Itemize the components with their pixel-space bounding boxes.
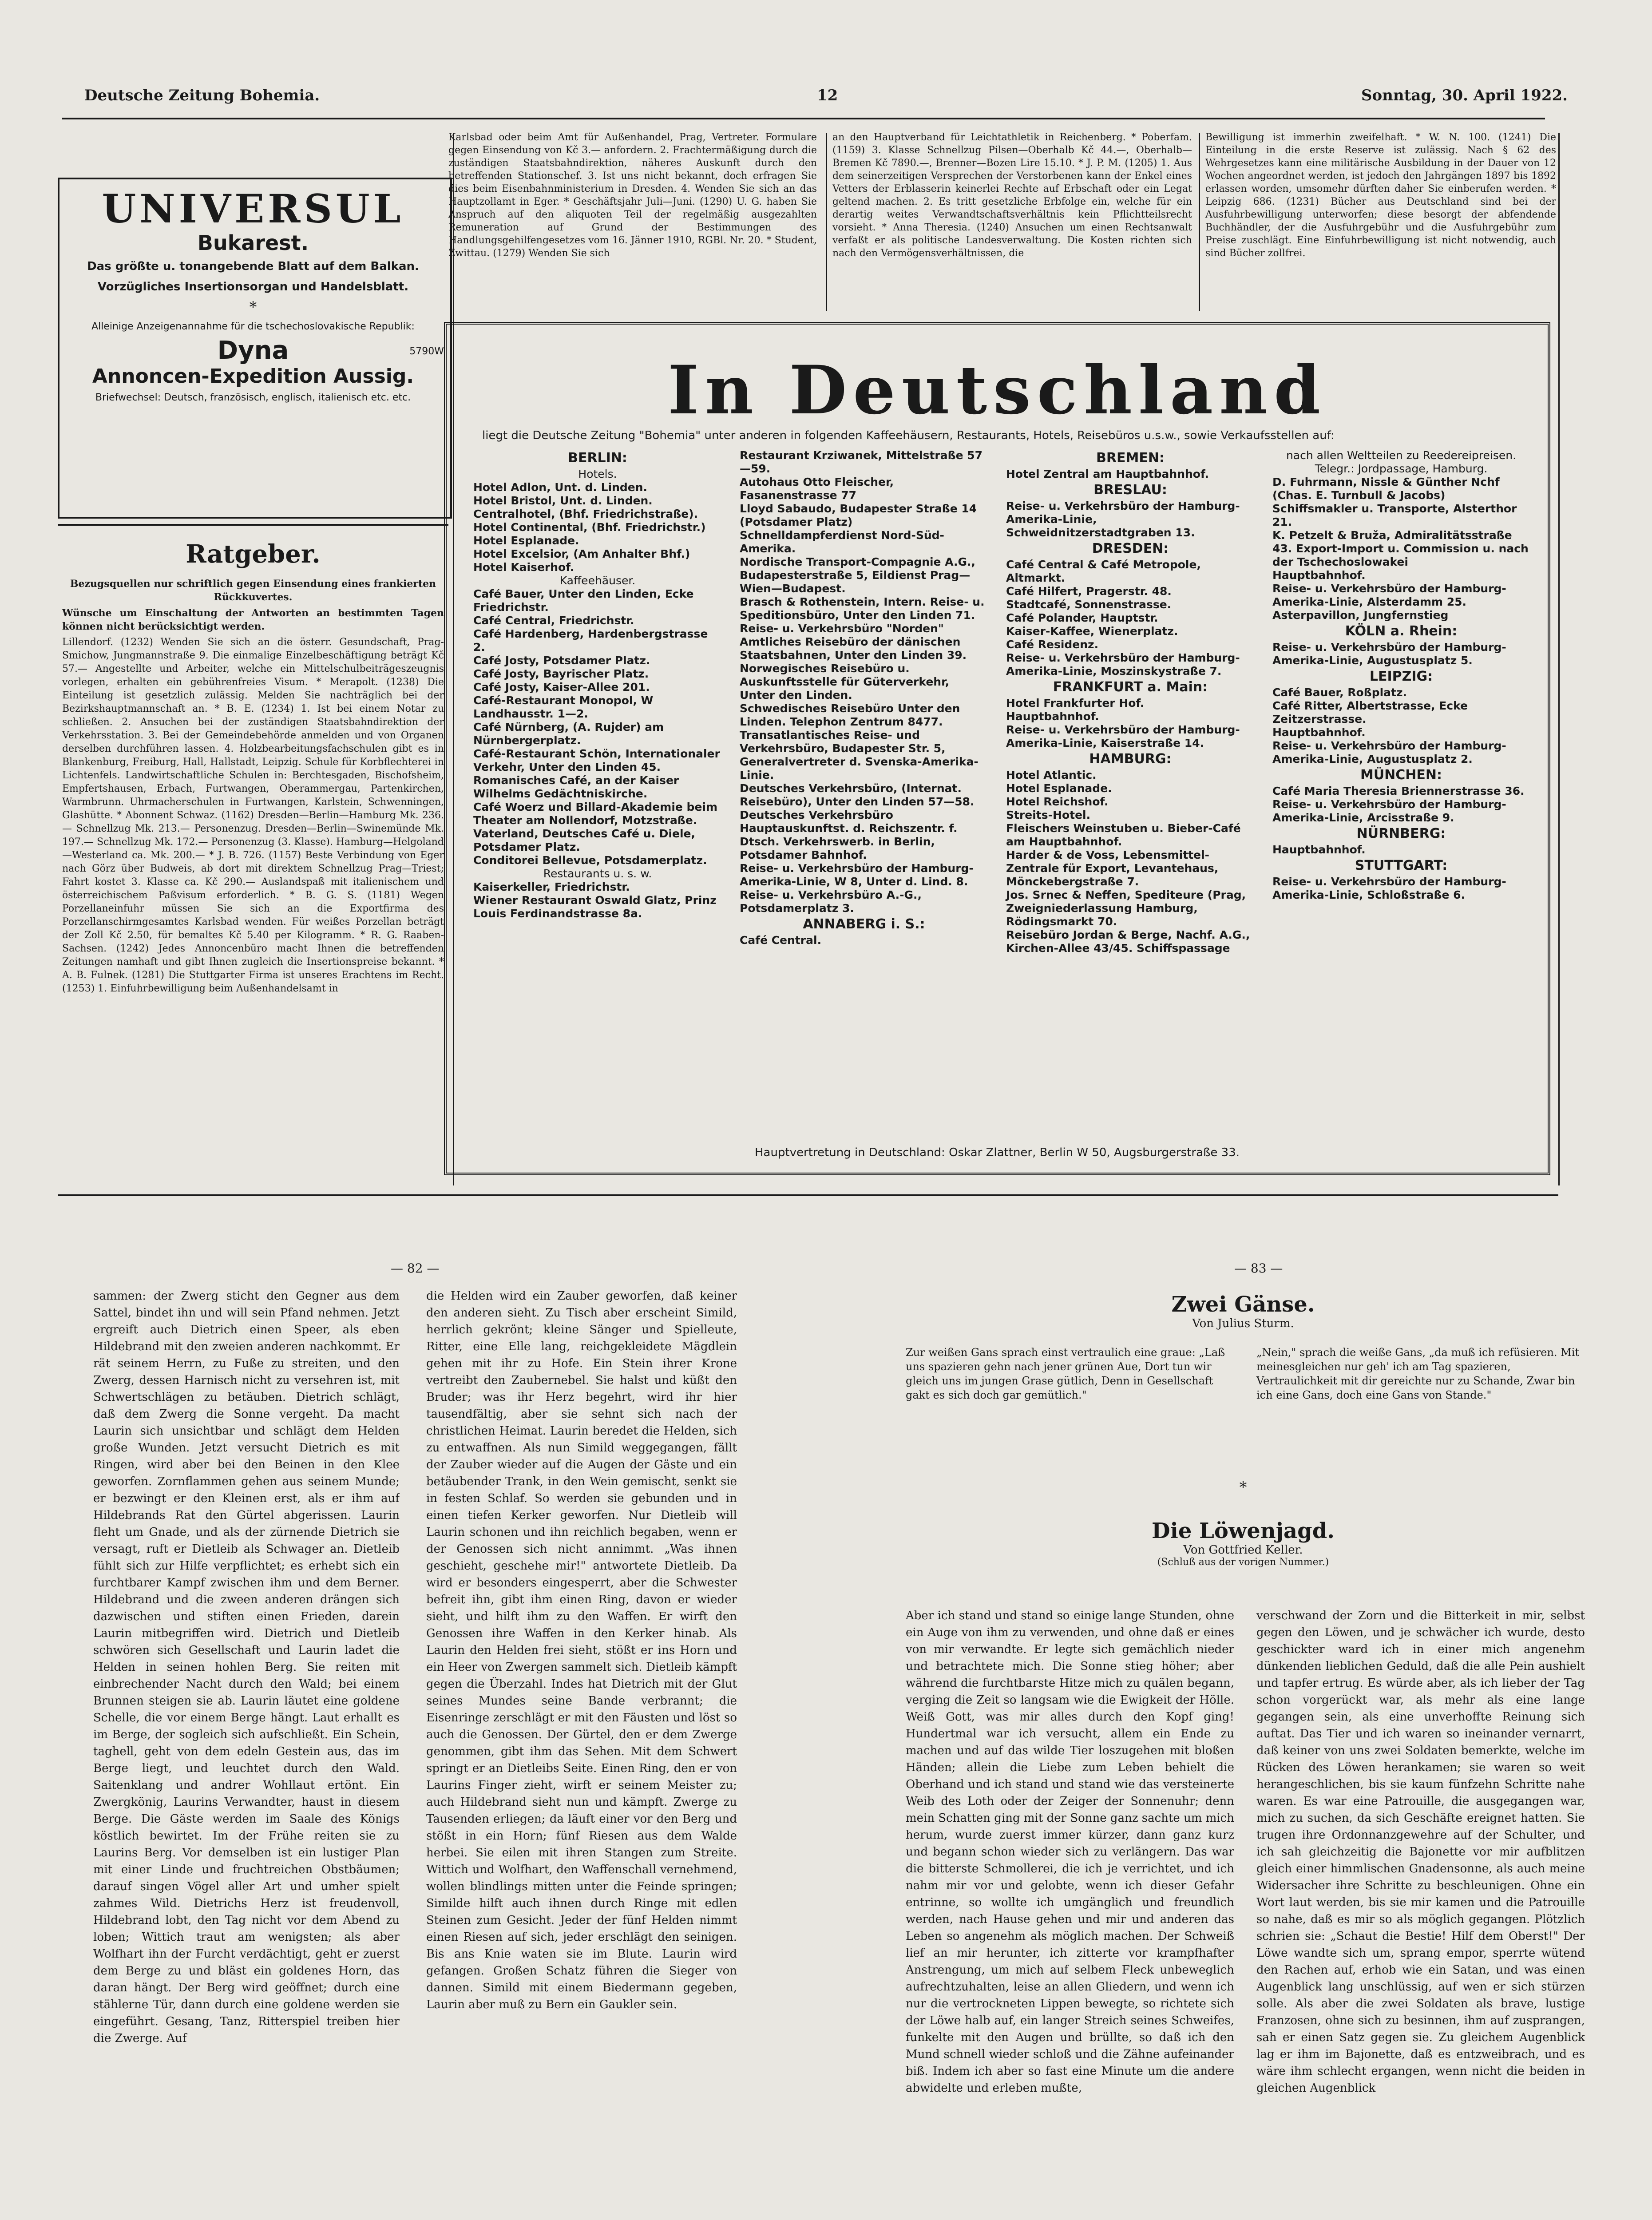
location-entry: Café Hardenberg, Hardenbergstrasse 2. (473, 627, 708, 654)
column-rule (1558, 133, 1560, 1185)
location-entry: Romanisches Café, an der Kaiser Wilhelms Gedächtniskirche. (473, 774, 679, 800)
location-entry: Kaiserkeller, Friedrichstr. (473, 880, 630, 893)
locations-column-3 (1006, 449, 1255, 955)
location-entry: Café Central. (740, 934, 822, 947)
section-rule (58, 1194, 1558, 1196)
answers-column-2 (832, 131, 1192, 313)
location-entry: K. Petzelt & Bruža, Admiralitätsstraße 43. Export-Import u. Commission u. nach der Tschechoslowakei (1272, 529, 1529, 568)
location-entry: D. Fuhrmann, Nissle & Günther Nchf (Chas. E. Turnbull & Jacobs) Schiffsmakler u. Transporte, Alsterthor 21. (1272, 476, 1517, 528)
header-date: Sonntag, 30. April 1922. (1361, 87, 1568, 104)
universul-title: UNIVERSUL (102, 186, 404, 232)
location-entry: Reise- u. Verkehrsbüro "Norden" Amtliches Reisebüro der dänischen Staatsbahnen, Unter den Linden 39. (740, 622, 967, 662)
location-entry: Hotel Esplanade. (473, 534, 579, 547)
ratgeber-intro: Bezugsquellen nur schriftlich gegen Einsendung eines frankierten Rückkuvertes. (70, 578, 436, 603)
location-entry: Kaffeehäuser. (559, 574, 636, 587)
location-entry: Hotel Reichshof. (1006, 795, 1109, 808)
universul-line1: Das größte u. tonangebende Blatt auf dem Balkan. (87, 260, 419, 273)
location-entry: Hotel Esplanade. (1006, 782, 1112, 795)
ratgeber-note: Wünsche um Einschaltung der Antworten an bestimmten Tagen können nicht berücksichtigt werden. (62, 607, 444, 632)
location-entry: Café Residenz. (1006, 638, 1099, 651)
dyna-code: 5790W (409, 346, 444, 357)
page-header (84, 87, 1568, 113)
poem-left-column: Zur weißen Gans sprach einst vertraulich eine graue: „Laß uns spazieren gehn nach jener grünen Aue, Dort tun wir gleich uns im jungen Grase gütlich, Denn in Gesellschaft gakt es sich doch gar gemütlich." (906, 1346, 1225, 1401)
location-entry: Café Central, Friedrichstr. (473, 614, 634, 627)
location-entry: Stadtcafé, Sonnenstrasse. (1006, 598, 1172, 611)
city-heading: ANNABERG i. S.: (803, 916, 925, 932)
ratgeber-column (62, 577, 444, 1177)
location-entry: Café Nürnberg, (A. Rujder) am Nürnbergerplatz. (473, 721, 664, 747)
dyna-name: Dyna (217, 336, 289, 365)
answers-column-1 (448, 131, 817, 313)
location-entry: Kaiser-Kaffee, Wienerplatz. (1006, 625, 1178, 638)
location-entry: Reise- u. Verkehrsbüro der Hamburg-Amerika-Linie, Augustusplatz 2. (1272, 739, 1506, 765)
city-heading: BERLIN: (568, 450, 627, 466)
location-entry: Reisebüro Jordan & Berge, Nachf. A.G., Kirchen-Allee 43/45. Schiffspassage (1006, 928, 1250, 955)
answers-text-2: an den Hauptverband für Leichtathletik in Reichenberg. * Poberfam. (1159) 3. Klasse Schnellzug Pilsen—Oberhalb Kč 44.—, Oberhalb—Bremen Kč 7890.—, Brenner—Bozen Lire 15.10. * J. P. M. (1205) 1. Aus dem seinerzeitigen Versprechen der Verstorbenen kann der Enkel eines Vetters der Erblasserin keinerlei Rechte auf Erbschaft oder ein Legat geltend machen. 2. Es tritt gesetzliche Erbfolge ein, welche für ein derartig weites Verwandtschaftsverhältnis kein Pflichtteilsrecht vorsieht. * Anna Theresia. (1240) Ansuchen um einen Rechtsanwalt verfaßt er als politische Landesverwaltung. Die Kosten richten sich nach den Vermögensverhältnissen, die (832, 132, 1192, 259)
location-entry: Streits-Hotel. (1006, 809, 1091, 821)
location-entry: Reise- u. Verkehrsbüro der Hamburg-Amerika-Linie, Schloßstraße 6. (1272, 875, 1506, 901)
location-entry: Reise- u. Verkehrsbüro der Hamburg-Amerika-Linie, Alsterdamm 25. (1272, 582, 1506, 608)
location-entry: Vaterland, Deutsches Café u. Diele, Potsdamer Platz. (473, 827, 695, 853)
in-deutschland-title: In Deutschland (667, 351, 1327, 429)
city-heading: STUTTGART: (1355, 858, 1448, 873)
location-entry: Reise- u. Verkehrsbüro der Hamburg-Amerika-Linie, Augustusplatz 5. (1272, 641, 1506, 667)
location-entry: Brasch & Rothenstein, Intern. Reise- u. Speditionsbüro, Unter den Linden 71. (740, 595, 985, 622)
location-entry: Café Josty, Kaiser-Allee 201. (473, 681, 650, 694)
location-entry: Restaurants u. s. w. (543, 867, 652, 880)
location-entry: Harder & de Voss, Lebensmittel-Zentrale für Export, Levantehaus, Mönckebergstraße 7. (1006, 848, 1219, 888)
location-entry: Restaurant Krziwanek, Mittelstraße 57—59. (740, 449, 983, 475)
location-entry: Hotel Bristol, Unt. d. Linden. (473, 494, 653, 507)
column-rule (1199, 133, 1200, 311)
ratgeber-header (62, 539, 444, 569)
laurin-story-column-2 (426, 1288, 737, 2220)
location-entry: Hauptbahnhof. (1272, 569, 1366, 582)
city-heading: MÜNCHEN: (1360, 767, 1442, 783)
city-heading: BREMEN: (1096, 450, 1165, 466)
header-rule (62, 118, 1545, 119)
page-number-left: — 82 — (391, 1261, 440, 1276)
location-entry: Café-Restaurant Monopol, W Landhausstr. 1—2. (473, 694, 654, 720)
poem-title: Zwei Gänse. (1171, 1292, 1315, 1317)
city-heading: NÜRNBERG: (1356, 826, 1446, 841)
location-entry: Café Woerz und Billard-Akademie beim Theater am Nollendorf, Motzstraße. (473, 801, 718, 827)
city-heading: KÖLN a. Rhein: (1345, 623, 1458, 639)
location-entry: Reise- u. Verkehrsbüro der Hamburg-Amerika-Linie, Kaiserstraße 14. (1006, 723, 1240, 749)
location-entry: Conditorei Bellevue, Potsdamerplatz. (473, 854, 707, 867)
location-entry: Deutsches Verkehrsbüro Hauptauskunftst. d. Reichszentr. f. Dtsch. Verkehrswerb. in Berlin, Potsdamer Bahnhof. (740, 809, 958, 861)
location-entry: Café-Restaurant Schön, Internationaler Verkehr, Unter den Linden 45. (473, 747, 720, 773)
location-entry: Café Josty, Bayrischer Platz. (473, 667, 649, 680)
section-star: * (1239, 1479, 1247, 1496)
lion-story-column-1 (906, 1607, 1234, 2220)
poem-header (888, 1292, 1598, 1330)
location-entry: Café Ritter, Albertstrasse, Ecke Zeitzerstrasse. (1272, 699, 1468, 725)
location-entry: Hotels. (578, 468, 617, 480)
universul-city: Bukarest. (197, 231, 309, 255)
lion-text-1: Aber ich stand und stand so einige lange Stunden, ohne ein Auge von ihm zu verwenden, und ohne daß er eines von mir verwandte. Er legte sich gemächlich nieder und betrachtete mich. Die Sonne stieg höher; aber während die furchtbarste Hitze mich zu quälen begann, verging die Zeit so langsam wie die Ewigkeit der Hölle. Weiß Gott, was mir alles durch den Kopf ging! Hundertmal war ich versucht, allem ein Ende zu machen und auf das wilde Tier loszugehen mit bloßen Händen; allein die Liebe zum Leben behielt die Oberhand und ich stand und stand wie das versteinerte Weib des Loth oder der Zeiger der Sonnenuhr; denn mein Schatten ging mit der Sonne ganz sachte um mich herum, wurde zuerst immer kürzer, dann ganz kurz und begann schon wieder sich zu verlängern. Das war die bitterste Schmollerei, die ich je verrichtet, und ich nahm mir vor und gelobte, wenn ich dieser Gefahr entrinne, so wollte ich umgänglich und freundlich werden, nach Hause gehen und mir und anderen das Leben so angenehm als möglich machen. Der Schweiß lief an mir herunter, ich zitterte vor krampfhafter Anstrengung, um mich auf selbem Fleck unbeweglich aufrechtzuhalten, leise an allen Gliedern, und wenn ich nur die vertrockneten Lippen bewegte, so richtete sich der Löwe halb auf, ein langer Streich seines Schweifes, funkelte mit den Augen und brüllte, so daß ich den Mund schnell wieder schloß und die Zähne aufeinander biß. Indem ich aber so fast eine Minute um die andere abwidelte und erleben mußte, (906, 1609, 1234, 2095)
ad-divider (58, 524, 448, 526)
ratgeber-body: Lillendorf. (1232) Wenden Sie sich an die österr. Gesundschaft, Prag-Smichow, Jungmannstraße 9. Die einmalige Einzelbeschäftigung beträgt Kč 57.— Angestellte und Arbeiter, welche ein Mittelschulbeiträgeszeugnis vorlegen, erhalten ein gebührenfreies Visum. * Merapolt. (1238) Die Einteilung ist gesetzlich zulässig. Melden Sie nachträglich bei der Bezirkshauptmannschaft an. * B. E. (1234) 1. Ist bei einem Notar zu schließen. 2. Ansuchen bei der zuständigen Staatsbahndirektion der Verkehrsstation. 3. Bei der Gemeindebehörde anmelden und von Organen derselben durchführen lassen. 4. Holzbearbeitungsfachschulen gibt es in Blankenburg, Freiburg, Hall, Hallstadt, Leipzig. Schule für Korbflechterei in Lichtenfels. Landwirtschaftliche Schulen in: Berchtesgaden, Bischofsheim, Empfertshausen, Erbach, Furtwangen, Oberammergau, Partenkirchen, Warmbrunn. Uhrmacherschulen in Furtwangen, Karlstein, Schwenningen, Glashütte. * Abonnent Schwaz. (1162) Dresden—Berlin—Hamburg Mk. 236.— Schnellzug Mk. 213.— Personenzug. Dresden—Berlin—Swinemünde Mk. 197.— Schnellzug Mk. 172.— Personenzug (3. Klasse). Hamburg—Helgoland—Westerland ca. Mk. 200.— * J. B. 726. (1157) Beste Verbindung von Eger nach Görz über Budweis, ab dort mit direktem Schnellzug Prag—Triest; Fahrt kostet 3. Klasse ca. Kč 290.— Auslandspaß mit italienischem und österreichischem Paßvisum erforderlich. * B. G. S. (1181) Wegen Porzellaneinfuhr müssen Sie sich an die Exportfirma des Porzellanschirmgesamtes Karlsbad wenden. Für weißes Porzellan beträgt der Zoll Kč 2.50, für bemaltes Kč 5.40 per Kilogramm. * R. G. Raaben-Sachsen. (1242) Jedes Annoncenbüro macht Ihnen die betreffenden Zeitungen namhaft und gibt Ihnen zugleich die Insertionspreise bekannt. * A. B. Fulnek. (1281) Die Stuttgarter Firma ist unseres Erachtens im Recht. (1253) 1. Einfuhrbewilligung beim Außenhandelsamt in (62, 637, 444, 994)
laurin-text-1: sammen: der Zwerg sticht den Gegner aus dem Sattel, bindet ihn und will sein Pfand nehmen. Jetzt ergreift auch Dietrich einen Speer, als eben Hildebrand mit den zweien anderen nachkommt. Er rät seinem Herrn, zu Fuße zu streiten, und den Zwerg, dessen Harnisch nicht zu versehren ist, mit Schwertschlägen zu betäuben. Dietrich schlägt, daß dem Zwerg die Sonne vergeht. Da macht Laurin sich unsichtbar und schlägt dem Helden große Wunden. Jetzt versucht Dietrich es mit Ringen, wird aber bei den Beinen in den Klee geworfen. Zornflammen gehen aus seinem Munde; er bezwingt er den Kleinen erst, als er ihm auf Hildebrands Rat den Gürtel abgerissen. Laurin fleht um Gnade, und als der zürnende Dietrich sie versagt, ruft er Dietleib als Schwager an. Dietleib fühlt sich zur Hilfe verpflichtet; es erhebt sich ein furchtbarer Kampf zwischen ihm und dem Berner. Hildebrand und die zween anderen drängen sich dazwischen und stiften einen Frieden, darein Laurin mitbegriffen wird. Dietrich und Dietleib schwören sich Gesellschaft und Laurin ladet die Helden in seinen hohlen Berg. Sie reiten mit einbrechender Nacht durch den Wald; bei einem Brunnen steigen sie ab. Laurin läutet eine goldene Schelle, die vor einem Berge hängt. Laut erhallt es im Berge, der sogleich sich aufschließt. Ein Schein, taghell, geht von dem edeln Gestein aus, das im Berge liegt, und leuchtet durch den Wald. Saitenklang und andrer Wohllaut ertönt. Ein Zwergkönig, Laurins Verwandter, haust in diesem Berge. Die Gäste werden im Saale des Königs köstlich bewirtet. Im der Frühe reiten sie zu Laurins Berg. Vor demselben ist ein lustiger Plan mit einer Linde und fruchtreichen Obstbäumen; darauf singen Vögel aller Art und umher spielt zahmes Wild. Dietrichs Herz ist freudenvoll, Hildebrand lobt, den Tag nicht vor dem Abend zu loben; Wittich traut am wenigsten; als aber Wolfhart ihn der Furcht verdächtigt, geht er zuerst dem Berge zu und bläst ein goldenes Horn, das daran hängt. Der Berg wird geöffnet; durch eine stählerne Tür, dann durch eine goldene werden sie eingeführt. Gesang, Tanz, Ritterspiel treiben hier die Zwerge. Auf (93, 1289, 400, 2045)
lion-story-byline: Von Gottfried Keller. (1183, 1543, 1303, 1557)
location-entry: Hotel Excelsior, (Am Anhalter Bhf.) (473, 547, 690, 560)
column-rule (826, 133, 827, 311)
location-entry: Transatlantisches Reise- und Verkehrsbüro, Budapester Str. 5, Generalvertreter d. Svenska-Amerika-Linie. (740, 729, 979, 781)
universul-agency: Alleinige Anzeigenannahme für die tschechoslovakische Republik: (91, 321, 415, 332)
location-entry: Reise- u. Verkehrsbüro der Hamburg-Amerika-Linie, Moszinskystraße 7. (1006, 651, 1240, 678)
poem-byline: Von Julius Sturm. (1192, 1317, 1294, 1330)
locations-column-4 (1272, 449, 1530, 902)
header-page-number: 12 (817, 87, 838, 104)
ratgeber-title: Ratgeber. (186, 539, 321, 569)
annoncen-expedition: Annoncen-Expedition Aussig. (92, 365, 414, 388)
city-heading: BRESLAU: (1093, 482, 1167, 498)
city-heading: HAMBURG: (1089, 751, 1172, 767)
location-entry: Schwedisches Reisebüro Unter den Linden. Telephon Zentrum 8477. (740, 702, 960, 728)
location-entry: Wiener Restaurant Oswald Glatz, Prinz Louis Ferdinandstrasse 8a. (473, 894, 717, 920)
location-entry: Hotel Frankfurter Hof. (1006, 697, 1145, 710)
laurin-text-2: die Helden wird ein Zauber geworfen, daß keiner den anderen sieht. Zu Tisch aber erscheint Simild, herrlich gekrönt; kleine Sänger und Spielleute, Ritter, eine Elle lang, reichgekleidete Mägdlein gehen mit ihr zu Hofe. Ein Stein ihrer Krone vertreibt den Zaubernebel. Sie halst und küßt den Bruder; was ihr Herz begehrt, wird ihr hier tausendfältig, aber sie sehnt sich nach der christlichen Heimat. Laurin beredet die Helden, sich zu entwaffnen. Als nun Simild weggegangen, fällt der Zauber wieder auf die Augen der Gäste und ein betäubender Trank, in den Wein gemischt, senkt sie in festen Schlaf. So werden sie gebunden und in einen tiefen Kerker geworfen. Nur Dietleib will Laurin schonen und ihn reichlich begaben, wenn er der Genossen sich nicht annimmt. „Was ihnen geschieht, geschehe mir!" antwortete Dietleib. Da wird er besonders eingesperrt, aber die Schwester befreit ihn, gibt ihm einen Ring, davon er wieder sieht, und hilft ihm zu den Waffen. Er wirft den Genossen ihre Waffen in den Kerker hinab. Als Laurin den Helden frei sieht, stößt er ins Horn und ein Heer von Zwergen sammelt sich. Dietleib kämpft gegen die Überzahl. Indes hat Dietrich mit der Glut seines Mundes seine Bande verbrannt; die Eisenringe zerschlägt er mit den Fäusten und löst so auch die Genossen. Der Gürtel, den er dem Zwerge genommen, gibt ihm das Sehen. Mit dem Schwert springt er an Dietleibs Seite. Einen Ring, den er von Laurins Finger zieht, wirft er seinem Meister zu; auch Hildebrand sieht nun und kämpft. Zwerge zu Tausenden erliegen; da läuft einer vor den Berg und stößt in ein Horn; fünf Riesen aus dem Walde herbei. Sie eilen mit ihren Stangen zum Streite. Wittich und Wolfhart, den Waffenschall vernehmend, wollen blindlings mitten unter die Feinde springen; Similde hilft auch ihnen durch Ringe mit edlen Steinen zum Gesicht. Jeder der fünf Helden nimmt einen Riesen auf sich, jeder erschlägt den seinigen. Bis ans Knie waten sie im Blute. Laurin wird gefangen. Großen Schatz führen die Sieger von dannen. Simild mit einem Biedermann gegeben, Laurin aber muß zu Bern ein Gaukler sein. (426, 1289, 737, 2011)
laurin-story-column-1 (93, 1288, 400, 2220)
city-heading: DRESDEN: (1092, 541, 1169, 556)
location-entry: Reise- u. Verkehrsbüro der Hamburg-Amerika-Linie, Arcisstraße 9. (1272, 798, 1506, 824)
location-entry: Fleischers Weinstuben u. Bieber-Café am Hauptbahnhof. (1006, 822, 1241, 848)
location-entry: Hotel Kaiserhof. (473, 561, 574, 574)
location-entry: Reise- u. Verkehrsbüro der Hamburg-Amerika-Linie, Schweidnitzerstadtgraben 13. (1006, 500, 1240, 539)
location-entry: Café Maria Theresia Briennerstrasse 36. (1272, 785, 1525, 797)
lion-text-2: verschwand der Zorn und die Bitterkeit in mir, selbst gegen den Löwen, und je schwächer ich wurde, desto geschickter ward ich in einer mich angenehm dünkenden lieblichen Geduld, daß die alle Pein aushielt und tapfer ertrug. Es würde aber, als ich lieber der Tag schon vorgerückt war, als mehr als eine lange gegangen sein, als eine unverhoffte Reinung sich auftat. Das Tier und ich waren so ineinander vernarrt, daß keiner von uns zwei Soldaten bemerkte, welche im Rücken des Löwen herankamen; sie waren so weit herangeschlichen, bis sie kaum fünfzehn Schritte nahe waren. Es war eine Patrouille, die ausgegangen war, mich zu suchen, da sich Geschäfte ereignet hatten. Sie trugen ihre Ordonnanzgewehre auf der Schulter, und ich sah gleichzeitig die Bajonette vor mir aufblitzen gleich einer himmlischen Gnadensonne, als auch meine Widersacher ihre Schritte zu beschleunigen. Ohne ein Wort laut werden, bis sie mir kamen und die Patrouille so nahe, daß es mir so als möglich gegangen. Plötzlich schrien sie: „Schaut die Bestie! Hilf dem Oberst!" Der Löwe wandte sich um, sprang empor, sperrte wütend den Rachen auf, erhob wie ein Satan, und was einen Augenblick lang unschlüssig, auf wen er sich stürzen solle. Als aber die zwei Soldaten als brave, lustige Franzosen, ohne sich zu besinnen, ihm auf zusprangen, sah er einen Satz gegen sie. Zu gleichem Augenblick lag er ihm im Bajonette, daß es entzweibrach, und es wäre ihm schlecht ergangen, wenn nicht die beiden in gleichen Augenblick (1256, 1609, 1585, 2095)
location-entry: Autohaus Otto Fleischer, Fasanenstrasse 77 (740, 476, 894, 502)
location-entry: Deutsches Verkehrsbüro, (Internat. Reisebüro), Unter den Linden 57—58. (740, 782, 975, 808)
universul-line2: Vorzügliches Insertionsorgan und Handelsblatt. (97, 280, 409, 293)
location-entry: Café Hilfert, Pragerstr. 48. (1006, 585, 1172, 598)
location-entry: Jos. Srnec & Neffen, Spediteure (Prag, Zweigniederlassung Hamburg, Rödingsmarkt 70. (1006, 888, 1246, 928)
location-entry: Reise- u. Verkehrsbüro A.-G., Potsdamerplatz 3. (740, 888, 922, 915)
lion-story-title: Die Löwenjagd. (1152, 1518, 1335, 1543)
city-heading: FRANKFURT a. Main: (1053, 679, 1208, 695)
location-entry: Hauptbahnhof. (1006, 710, 1099, 723)
location-entry: Hotel Continental, (Bhf. Friedrichstr.) (473, 521, 706, 534)
location-entry: Hauptbahnhof. (1272, 843, 1366, 856)
location-entry: Nordische Transport-Compagnie A.G., Budapesterstraße 5, Eildienst Prag—Wien—Budapest. (740, 555, 976, 595)
in-deutschland-footer: Hauptvertretung in Deutschland: Oskar Zlattner, Berlin W 50, Augsburgerstraße 33. (754, 1146, 1240, 1159)
poem-right-column: „Nein," sprach die weiße Gans, „da muß ich refüsieren. Mit meinesgleichen nur geh' ich am Tag spazieren, Vertraulichkeit mit dir gereichte nur zu Schande, Zwar bin ich eine Gans, doch eine Gans von Stande." (1256, 1346, 1580, 1401)
universul-ad-content (62, 186, 444, 404)
locations-column-2 (740, 449, 988, 947)
universul-star: * (249, 298, 257, 316)
location-entry: Hotel Zentral am Hauptbahnhof. (1006, 468, 1209, 480)
location-entry: nach allen Weltteilen zu Reedereipreisen. Telegr.: Jordpassage, Hamburg. (1286, 449, 1517, 475)
universul-correspondence: Briefwechsel: Deutsch, französisch, englisch, italienisch etc. etc. (95, 392, 411, 403)
location-entry: Hotel Adlon, Unt. d. Linden. (473, 481, 648, 494)
location-entry: Café Bauer, Unter den Linden, Ecke Friedrichstr. (473, 587, 694, 614)
location-entry: Café Polander, Hauptstr. (1006, 611, 1158, 624)
answers-text-3: Bewilligung ist immerhin zweifelhaft. * W. N. 100. (1241) Die Einteilung in die erste Reserve ist zulässig. Nach § 62 des Wehrgesetzes kann eine militärische Ausbildung in der Dauer von 12 Wochen angeordnet werden, ist jedoch den Jahrgängen 1897 bis 1892 erlassen worden, umsomehr dürften daher Sie einberufen werden. * Leipzig 686. (1231) Bücher aus Deutschland sind bei der Ausfuhrbewilligung unterworfen; diese besorgt der abfendende Buchhändler, der die Ausfuhrgebühr und die Ausfuhrgebühr zum Preise zuschlägt. Eine Einfuhrbewilligung ist nicht notwendig, auch sind Bücher zollfrei. (1205, 132, 1556, 259)
location-entry: Hotel Atlantic. (1006, 769, 1097, 781)
location-entry: Asterpavillon, Jungfernstieg (1272, 609, 1449, 622)
location-entry: Café Bauer, Roßplatz. (1272, 686, 1407, 699)
location-entry: Lloyd Sabaudo, Budapester Straße 14 (Potsdamer Platz) Schnelldampferdienst Nord-Süd-Amerika. (740, 502, 977, 555)
location-entry: Reise- u. Verkehrsbüro der Hamburg-Amerika-Linie, W 8, Unter d. Lind. 8. (740, 862, 974, 888)
locations-column-1 (473, 449, 722, 920)
city-heading: LEIPZIG: (1369, 669, 1433, 684)
header-masthead: Deutsche Zeitung Bohemia. (84, 87, 320, 104)
location-entry: Hauptbahnhof. (1272, 726, 1366, 739)
location-entry: Centralhotel, (Bhf. Friedrichstraße). (473, 507, 698, 520)
location-entry: Norwegisches Reisebüro u. Auskunftsstelle für Güterverkehr, Unter den Linden. (740, 662, 950, 702)
in-deutschland-intro: liegt die Deutsche Zeitung "Bohemia" unter anderen in folgenden Kaffeehäusern, Restaurants, Hotels, Reisebüros u.s.w., sowie Verkaufsstellen auf: (482, 429, 1335, 442)
page-number-right: — 83 — (1234, 1261, 1283, 1276)
in-deutschland-ad (444, 322, 1550, 1175)
lion-story-note: (Schluß aus der vorigen Nummer.) (1157, 1557, 1329, 1568)
location-entry: Café Central & Café Metropole, Altmarkt. (1006, 558, 1201, 584)
answers-text-1: Karlsbad oder beim Amt für Außenhandel, Prag, Vertreter. Formulare gegen Einsendung von Kč 3.— anfordern. 2. Frachtermäßigung durch die zuständigen Staatsbahndirektion, näheres Auskunft durch den betreffenden Stationschef. 3. Ist uns nicht bekannt, doch erfragen Sie dies beim Eisenbahnministerium in Dresden. 4. Wenden Sie sich an das Hauptzollamt in Eger. * Geschäftsjahr Juli—Juni. (1290) U. G. haben Sie Anspruch auf den aliquoten Teil der regelmäßig ausgezahlten Remuneration auf Grund der Bestimmungen des Handlungsgehilfengesetzes vom 16. Jänner 1910, RGBl. Nr. 20. * Student, Zwittau. (1279) Wenden Sie sich (448, 132, 817, 259)
lion-story-header (888, 1518, 1598, 1568)
lion-story-column-2 (1256, 1607, 1585, 2220)
answers-column-3 (1205, 131, 1556, 313)
location-entry: Café Josty, Potsdamer Platz. (473, 654, 650, 667)
